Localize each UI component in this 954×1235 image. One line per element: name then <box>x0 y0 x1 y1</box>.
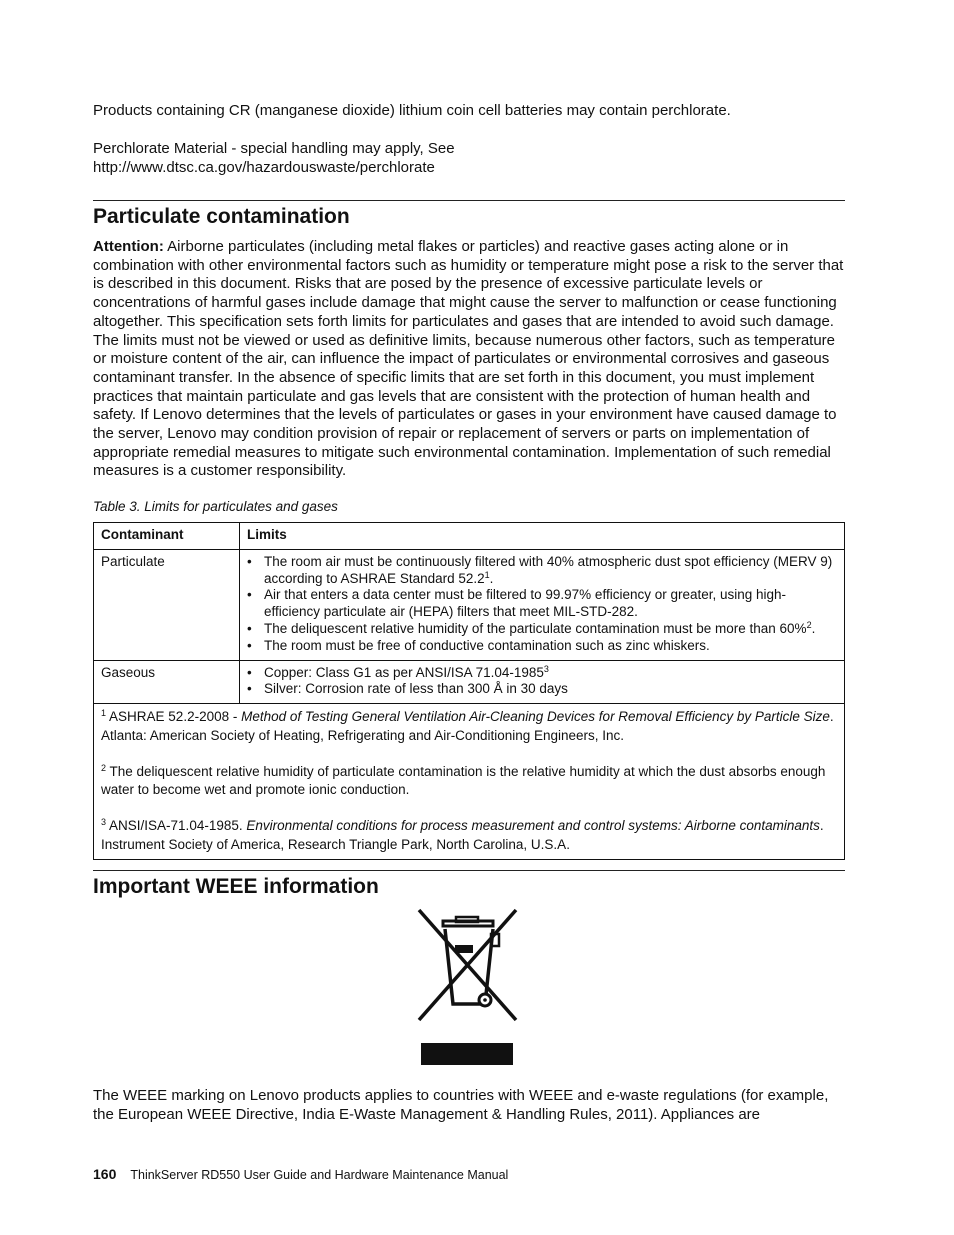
footnote-1: $^1$ ASHRAE 52.2-2008 - Method of Testing General Ventilation Air-Cleaning Devices for Removal Efficiency by Particle Size. Atlanta: American Society of Heating, Refrigerating and Air-Conditioning Engineers, Inc. <box>101 708 834 743</box>
attention-label: Attention: <box>93 238 164 255</box>
footnote-2: $^2$ The deliquescent relative humidity of particulate contamination is the relative humidity at which the dust absorbs enough water to become wet and promote ionic conduction. <box>101 762 826 798</box>
weee-paragraph: The WEEE marking on Lenovo products applies to countries with WEEE and e-waste regulations (for example, the European WEEE Directive, India E-Waste Management & Handling Rules, 2011). Appliances are <box>93 1087 829 1123</box>
table-header-row <box>94 523 845 550</box>
list-item: • Copper: Class G1 as per ANSI/ISA 71.04-1985$^3$ <box>247 665 837 682</box>
list-item: • Silver: Corrosion rate of less than 300 Å in 30 days <box>247 681 837 698</box>
cell-particulate: Particulate <box>94 549 240 660</box>
table-row-gaseous <box>94 660 845 704</box>
table-footnotes-row <box>94 704 845 860</box>
page-number: 160 <box>93 1166 117 1182</box>
perchlorate-note-line: Perchlorate Material - special handling may apply, See <box>93 140 455 157</box>
perchlorate-note <box>93 140 845 177</box>
list-item: • The deliquescent relative humidity of the particulate contamination must be more than 60%$^2$. <box>247 621 837 638</box>
section-divider <box>93 870 845 871</box>
cell-footnotes <box>94 704 845 860</box>
footnote-3: $^3$ ANSI/ISA-71.04-1985. Environmental conditions for process measurement and control systems: Airborne contaminants. Instrument Society of America, Research Triangle Park, North Carolina, U.S.A. <box>101 816 824 852</box>
limits-table <box>93 522 845 860</box>
particulate-heading: Particulate contamination <box>93 205 350 228</box>
attention-text: Airborne particulates (including metal flakes or particles) and reactive gases acting alone or in combination with other environmental factors such as humidity or temperature might pose a risk to the server that is described in this document. Risks that are posed by the presence of excessive particulate levels or concentrations of harmful gases include damage that might cause the server to malfunction or cease functioning altogether. This specification sets forth limits for particulates and gases that are intended to avoid such damage. The limits must not be viewed or used as definitive limits, because numerous other factors, such as temperature or moisture content of the air, can influence the impact of particulates or environmental corrosives and gaseous contaminant transfer. In the absence of specific limits that are set forth in this document, you must implement practices that maintain particulate and gas levels that are consistent with the protection of human health and safety. If Lenovo determines that the levels of particulates or gases in your environment have caused damage to the server, Lenovo may condition provision of repair or replacement of servers or parts on implementation of appropriate remedial measures to mitigate such environmental contamination. Implementation of such remedial measures is a customer responsibility. <box>93 238 844 480</box>
weee-heading: Important WEEE information <box>93 875 379 898</box>
header-limits: Limits <box>240 523 845 550</box>
header-contaminant: Contaminant <box>94 523 240 550</box>
perchlorate-paragraph: Products containing CR (manganese dioxide) lithium coin cell batteries may contain perchlorate. <box>93 102 731 119</box>
perchlorate-url[interactable]: http://www.dtsc.ca.gov/hazardouswaste/perchlorate <box>93 158 435 176</box>
page-footer <box>93 1166 508 1182</box>
list-item: • Air that enters a data center must be filtered to 99.97% efficiency or greater, using high-efficiency particulate air (HEPA) filters that meet MIL-STD-282. <box>247 587 837 621</box>
section-divider <box>93 200 845 201</box>
table-caption: Table 3. Limits for particulates and gases <box>93 499 338 514</box>
cell-particulate-limits <box>240 549 845 660</box>
list-item: • The room must be free of conductive contamination such as zinc whiskers. <box>247 638 837 655</box>
crossed-out-wheeled-bin-icon <box>413 907 525 1067</box>
list-item: • The room air must be continuously filtered with 40% atmospheric dust spot efficiency (MERV 9) according to ASHRAE Standard 52.2$^1$. <box>247 554 837 588</box>
cell-gaseous: Gaseous <box>94 660 240 704</box>
table-row-particulate <box>94 549 845 660</box>
footer-title: ThinkServer RD550 User Guide and Hardware Maintenance Manual <box>130 1168 509 1182</box>
cell-gaseous-limits <box>240 660 845 704</box>
attention-paragraph <box>93 238 845 481</box>
